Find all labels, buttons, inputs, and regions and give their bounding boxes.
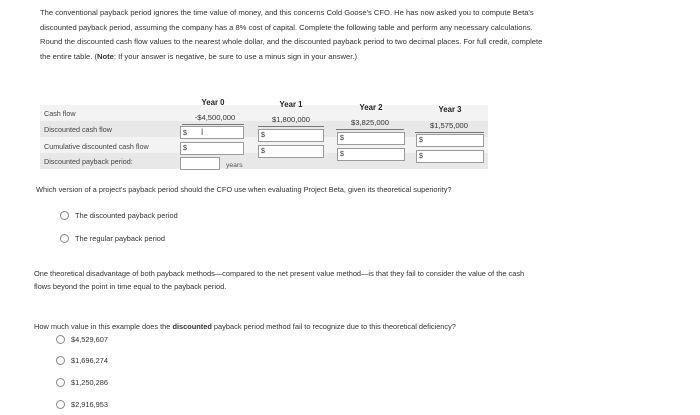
option-value-4[interactable] — [56, 400, 108, 409]
option-label: The discounted payback period — [75, 211, 178, 220]
col-header-year-0: Year 0 — [201, 98, 225, 107]
col-header-year-3: Year 3 — [438, 105, 462, 114]
cash-flow-year-1: $1,800,000 — [271, 115, 310, 124]
col-header-year-1: Year 1 — [279, 100, 303, 109]
option-regular-payback[interactable] — [60, 234, 165, 243]
theoretical-disadvantage-statement — [34, 267, 674, 293]
statement-line-2: flows beyond the point in time equal to the payback period. — [34, 282, 227, 291]
cumulative-cash-flow-year-2-input[interactable]: $ — [337, 148, 405, 161]
instructions — [40, 6, 640, 64]
option-value-3[interactable] — [56, 378, 108, 387]
option-value-1[interactable] — [56, 335, 108, 344]
divider — [182, 124, 244, 125]
radio-button-icon[interactable] — [60, 211, 69, 220]
cash-flow-year-0: -$4,500,000 — [194, 113, 236, 122]
radio-button-icon[interactable] — [56, 335, 65, 344]
row-label-cash-flow: Cash flow — [44, 109, 76, 118]
row-label-cumulative-discounted-cash-flow: Cumulative discounted cash flow — [44, 142, 149, 151]
option-value-2[interactable] — [56, 356, 108, 365]
discounted-payback-period-input[interactable] — [180, 157, 220, 170]
statement-line-1: One theoretical disadvantage of both payback methods—compared to the net present value method—is that they fail to consider the value of the cash — [34, 269, 525, 278]
divider — [336, 129, 404, 130]
cumulative-cash-flow-year-1-input[interactable]: $ — [258, 145, 324, 158]
discounted-cash-flow-year-2-input[interactable]: $ — [337, 132, 405, 145]
col-header-year-2: Year 2 — [359, 103, 383, 112]
instructions-line-1: The conventional payback period ignores the time value of money, and this concerns Cold Goose's CFO. He has now asked you to compute Beta's — [40, 8, 534, 17]
instructions-line-3: Round the discounted cash flow values to the nearest whole dollar, and the discounted payback period to two decimal places. For full credit, complete — [40, 37, 543, 46]
discounted-cash-flow-year-1-input[interactable]: $ — [258, 129, 324, 142]
option-label: $1,250,286 — [71, 378, 108, 387]
cash-flow-year-2: $3,825,000 — [350, 118, 389, 127]
bold-discounted: discounted — [172, 322, 212, 331]
payback-unit-label: years — [226, 162, 243, 169]
radio-button-icon[interactable] — [56, 378, 65, 387]
option-label: $4,529,607 — [71, 335, 108, 344]
option-label: $1,696,274 — [71, 356, 108, 365]
instructions-line-2: discounted payback period, assuming the company has a 8% cost of capital. Complete the following table and perform any necessary calculations. — [40, 22, 533, 32]
divider — [415, 132, 484, 133]
radio-button-icon[interactable] — [56, 400, 65, 409]
option-label: The regular payback period — [75, 234, 165, 243]
text-cursor-icon: I — [200, 127, 204, 137]
cash-flow-year-3: $1,575,000 — [429, 121, 468, 130]
row-label-discounted-cash-flow: Discounted cash flow — [44, 125, 112, 134]
instructions-line-4: the entire table. (Note: If your answer is negative, be sure to use a minus sign in your answer.) — [40, 51, 357, 61]
radio-button-icon[interactable] — [60, 234, 69, 243]
question-payback-version: Which version of a project's payback period should the CFO use when evaluating Project Beta, given its theoretical superiority? — [36, 185, 452, 194]
option-discounted-payback[interactable] — [60, 211, 178, 220]
note-label: Note — [97, 51, 114, 61]
cumulative-cash-flow-year-3-input[interactable]: $ — [416, 150, 484, 163]
row-label-discounted-payback-period: Discounted payback period: — [44, 157, 133, 166]
divider — [258, 126, 324, 127]
discounted-cash-flow-year-3-input[interactable]: $ — [416, 134, 484, 147]
radio-button-icon[interactable] — [56, 356, 65, 365]
cumulative-cash-flow-year-0-input[interactable]: $ — [180, 142, 244, 155]
option-label: $2,916,953 — [71, 400, 108, 409]
question-unrecognized-value: How much value in this example does the discounted payback period method fail to recognize due to this theoretical deficiency? — [34, 322, 456, 331]
discounted-cash-flow-year-0-input[interactable]: $ I — [180, 126, 244, 139]
